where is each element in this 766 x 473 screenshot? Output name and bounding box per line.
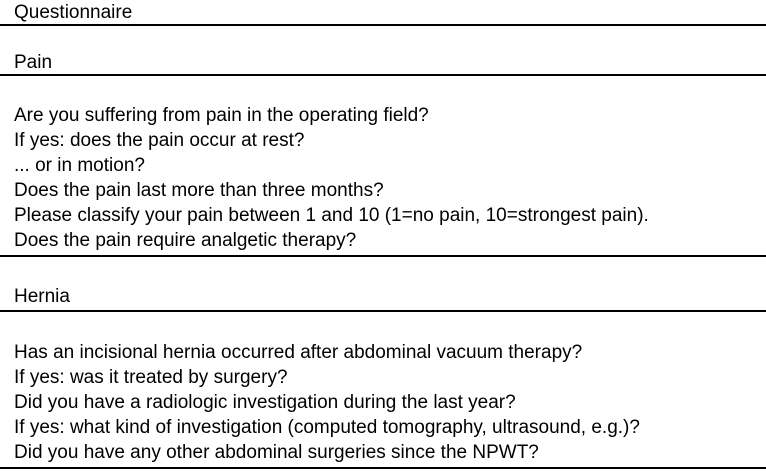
- question-pain-3: ... or in motion?: [14, 155, 145, 176]
- question-pain-5: Please classify your pain between 1 and 10 (1=no pain, 10=strongest pain).: [14, 205, 649, 226]
- question-hernia-2: If yes: was it treated by surgery?: [14, 367, 288, 388]
- question-hernia-5: Did you have any other abdominal surgeries since the NPWT?: [14, 442, 539, 463]
- question-pain-4: Does the pain last more than three months?: [14, 180, 384, 201]
- rule-title: [0, 24, 766, 26]
- section-heading-hernia: Hernia: [14, 286, 70, 307]
- rule-hernia-end: [0, 467, 766, 469]
- question-hernia-1: Has an incisional hernia occurred after abdominal vacuum therapy?: [14, 342, 583, 363]
- question-hernia-3: Did you have a radiologic investigation during the last year?: [14, 392, 516, 413]
- question-pain-2: If yes: does the pain occur at rest?: [14, 130, 305, 151]
- table-title: Questionnaire: [14, 2, 133, 23]
- question-pain-1: Are you suffering from pain in the operating field?: [14, 105, 429, 126]
- question-pain-6: Does the pain require analgetic therapy?: [14, 230, 357, 251]
- section-heading-pain: Pain: [14, 52, 53, 73]
- rule-pain-end: [0, 255, 766, 257]
- question-hernia-4: If yes: what kind of investigation (computed tomography, ultrasound, e.g.)?: [14, 417, 640, 438]
- rule-hernia-heading: [0, 310, 766, 312]
- rule-pain-heading: [0, 74, 766, 76]
